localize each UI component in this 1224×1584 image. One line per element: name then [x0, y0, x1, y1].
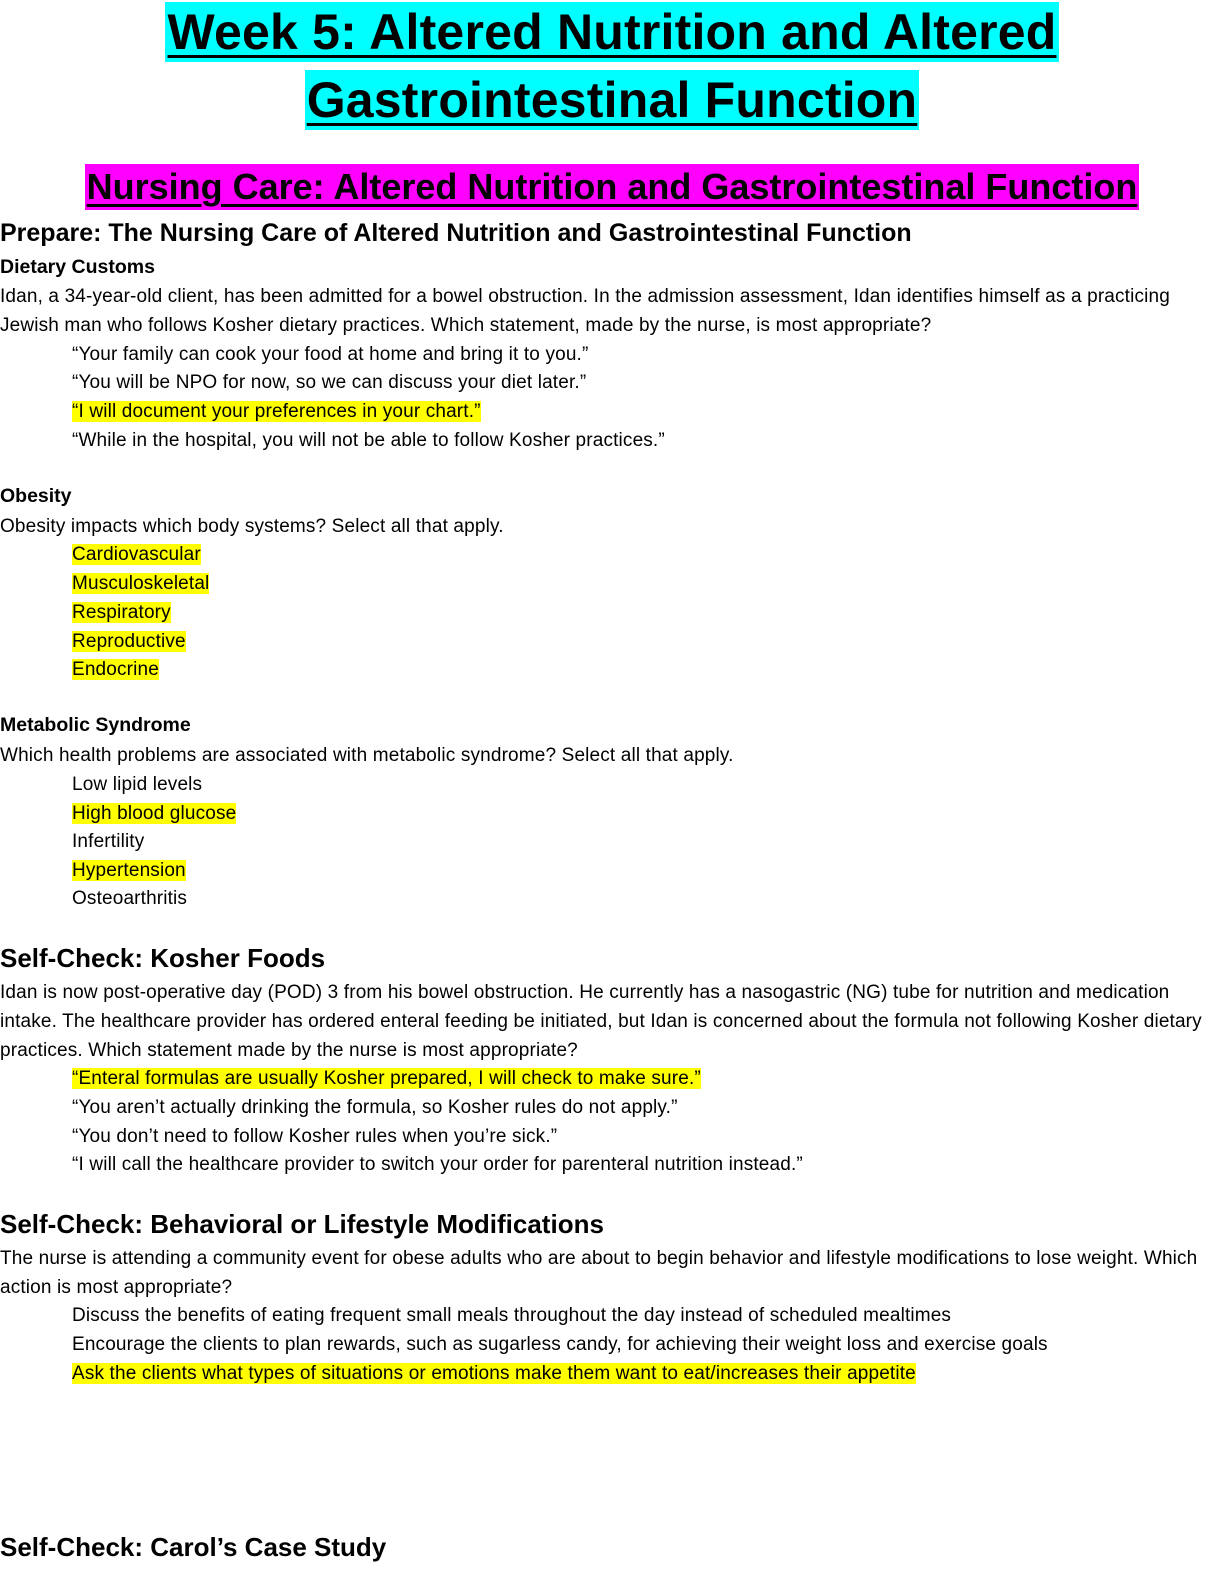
page-title-line-1: Week 5: Altered Nutrition and Altered — [167, 4, 1057, 60]
option-text: Infertility — [72, 831, 145, 852]
behavioral-heading: Self-Check: Behavioral or Lifestyle Modifications — [0, 1209, 604, 1239]
option-text: “You aren’t actually drinking the formula, so Kosher rules do not apply.” — [72, 1097, 678, 1118]
metabolic-option-4 — [72, 856, 186, 885]
kosher-option-1-correct — [72, 1064, 701, 1093]
highlighted-answer: Cardiovascular — [72, 544, 201, 565]
page-title-line-2-wrap — [0, 70, 1224, 130]
page-title-line-1-wrap — [0, 2, 1224, 62]
obesity-option-2 — [72, 569, 209, 598]
behavioral-option-3-correct — [72, 1359, 916, 1388]
kosher-option-3 — [72, 1122, 557, 1151]
page-title-line-2: Gastrointestinal Function — [306, 72, 918, 128]
highlighted-answer: Endocrine — [72, 659, 159, 680]
option-text: “You don’t need to follow Kosher rules when you’re sick.” — [72, 1126, 558, 1147]
kosher-option-4 — [72, 1150, 803, 1179]
obesity-option-4 — [72, 627, 186, 656]
highlighted-answer: Musculoskeletal — [72, 573, 210, 594]
section-title: Nursing Care: Altered Nutrition and Gastrointestinal Function — [85, 164, 1140, 210]
metabolic-option-3 — [72, 827, 144, 856]
option-text: Low lipid levels — [72, 774, 203, 795]
metabolic-syndrome-question: Which health problems are associated with metabolic syndrome? Select all that apply. — [0, 745, 734, 766]
option-text: Discuss the benefits of eating frequent small meals throughout the day instead of scheduled mealtimes — [72, 1305, 952, 1326]
metabolic-syndrome-heading: Metabolic Syndrome — [0, 714, 191, 736]
kosher-option-2 — [72, 1093, 678, 1122]
option-text: “While in the hospital, you will not be able to follow Kosher practices.” — [72, 430, 665, 451]
option-text: Osteoarthritis — [72, 888, 188, 909]
dietary-option-4 — [72, 426, 665, 455]
prepare-heading: Prepare: The Nursing Care of Altered Nutrition and Gastrointestinal Function — [0, 219, 912, 247]
behavioral-option-2 — [72, 1330, 1048, 1359]
highlighted-answer: High blood glucose — [72, 803, 237, 824]
behavioral-question: The nurse is attending a community event for obese adults who are about to begin behavior and lifestyle modifications to lose weight. Which action is most appropriate? — [0, 1248, 1198, 1298]
option-text: “You will be NPO for now, so we can discuss your diet later.” — [72, 372, 587, 393]
obesity-option-3 — [72, 598, 171, 627]
highlighted-answer: Reproductive — [72, 631, 186, 652]
highlighted-answer: “I will document your preferences in your chart.” — [72, 401, 481, 422]
metabolic-option-2 — [72, 799, 236, 828]
obesity-heading: Obesity — [0, 485, 72, 507]
dietary-customs-question: Idan, a 34-year-old client, has been admitted for a bowel obstruction. In the admission assessment, Idan identifies himself as a practicing Jewish man who follows Kosher dietary practices. Which statement, made by the nurse, is most appropriate? — [0, 286, 1170, 336]
option-text: “I will call the healthcare provider to switch your order for parenteral nutrition instead.” — [72, 1154, 803, 1175]
option-text: “Your family can cook your food at home and bring it to you.” — [72, 344, 589, 365]
obesity-option-5 — [72, 655, 159, 684]
obesity-option-1 — [72, 540, 201, 569]
highlighted-answer: “Enteral formulas are usually Kosher prepared, I will check to make sure.” — [72, 1068, 701, 1089]
highlighted-answer: Hypertension — [72, 860, 186, 881]
highlighted-answer: Respiratory — [72, 602, 171, 623]
dietary-option-1 — [72, 340, 588, 369]
section-title-wrap — [0, 164, 1224, 210]
metabolic-option-1 — [72, 770, 202, 799]
dietary-option-3-correct — [72, 397, 481, 426]
obesity-question: Obesity impacts which body systems? Select all that apply. — [0, 516, 504, 537]
metabolic-option-5 — [72, 884, 187, 913]
dietary-option-2 — [72, 368, 586, 397]
option-text: Encourage the clients to plan rewards, such as sugarless candy, for achieving their weight loss and exercise goals — [72, 1334, 1048, 1355]
behavioral-option-1 — [72, 1301, 951, 1330]
dietary-customs-heading: Dietary Customs — [0, 256, 155, 278]
highlighted-answer: Ask the clients what types of situations or emotions make them want to eat/increases their appetite — [72, 1363, 916, 1384]
carol-case-study-heading: Self-Check: Carol’s Case Study — [0, 1532, 387, 1562]
kosher-foods-heading: Self-Check: Kosher Foods — [0, 943, 326, 973]
kosher-foods-question: Idan is now post-operative day (POD) 3 from his bowel obstruction. He currently has a nasogastric (NG) tube for nutrition and medication intake. The healthcare provider has ordered enteral feeding be initiated, but Idan is concerned about the formula not following Kosher dietary practices. Which statement made by the nurse is most appropriate? — [0, 982, 1202, 1061]
